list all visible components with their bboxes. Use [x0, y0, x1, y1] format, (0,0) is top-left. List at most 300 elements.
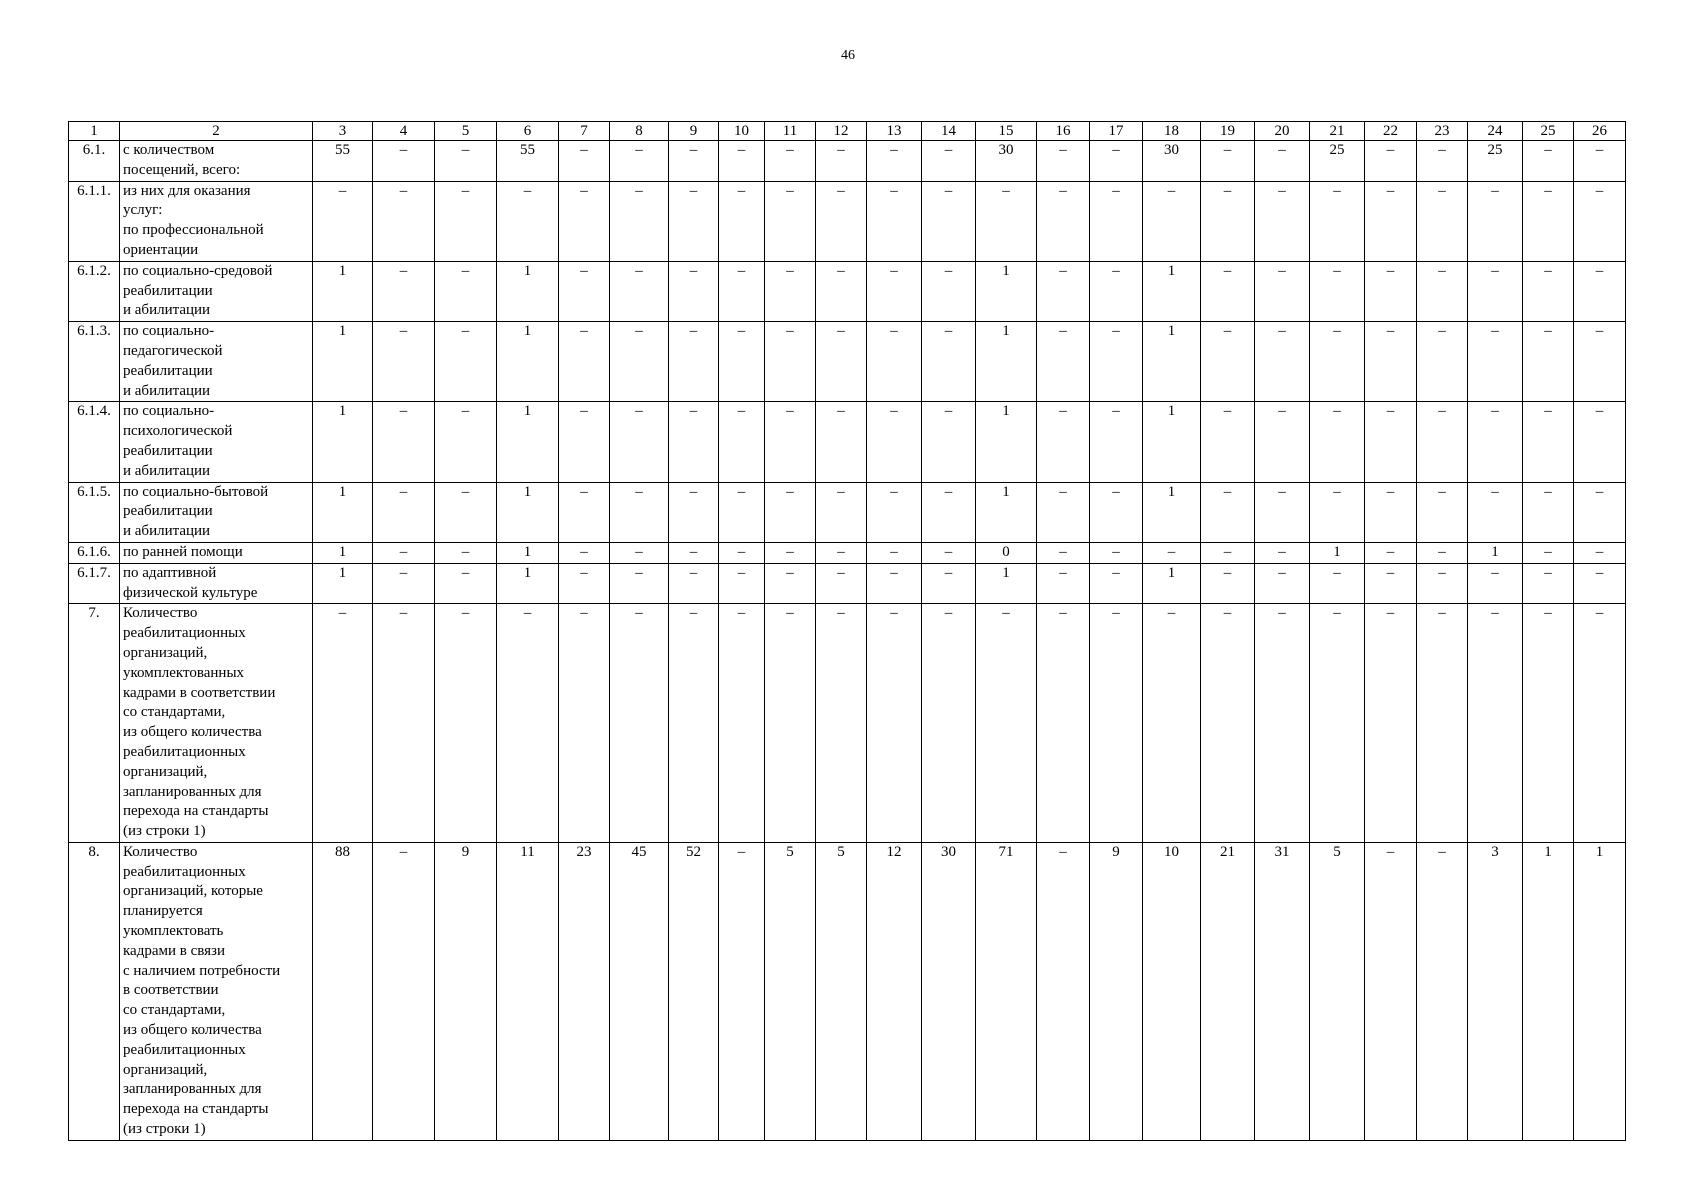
value-cell: – [559, 261, 610, 321]
value-cell: – [669, 402, 719, 482]
column-header-19: 19 [1201, 122, 1255, 141]
row-number: 6.1. [69, 141, 120, 182]
value-cell: – [435, 563, 497, 604]
value-cell: 9 [435, 842, 497, 1140]
value-cell: – [867, 261, 922, 321]
value-cell: 1 [497, 563, 559, 604]
value-cell: – [816, 563, 867, 604]
value-cell: – [719, 402, 765, 482]
value-cell: – [1574, 141, 1626, 182]
column-header-14: 14 [922, 122, 976, 141]
column-header-21: 21 [1310, 122, 1365, 141]
value-cell: – [1365, 322, 1417, 402]
row-number: 6.1.1. [69, 181, 120, 261]
value-cell: – [497, 604, 559, 843]
value-cell: – [610, 141, 669, 182]
value-cell: – [1037, 842, 1090, 1140]
value-cell: – [976, 604, 1037, 843]
value-cell: – [1201, 181, 1255, 261]
value-cell: – [1365, 181, 1417, 261]
value-cell: 1 [313, 322, 373, 402]
value-cell: 1 [497, 482, 559, 542]
value-cell: – [373, 563, 435, 604]
value-cell: – [1365, 542, 1417, 563]
value-cell: – [1417, 181, 1468, 261]
value-cell: – [867, 141, 922, 182]
value-cell: – [373, 141, 435, 182]
column-header-8: 8 [610, 122, 669, 141]
value-cell: – [435, 402, 497, 482]
value-cell: 25 [1468, 141, 1523, 182]
column-header-1: 1 [69, 122, 120, 141]
value-cell: – [435, 604, 497, 843]
value-cell: – [1417, 482, 1468, 542]
table-row [69, 141, 1626, 182]
value-cell: – [816, 322, 867, 402]
value-cell: – [1201, 261, 1255, 321]
value-cell: – [373, 842, 435, 1140]
value-cell: – [1574, 604, 1626, 843]
table-row [69, 842, 1626, 1140]
value-cell: – [559, 563, 610, 604]
value-cell: 3 [1468, 842, 1523, 1140]
value-cell: – [1143, 542, 1201, 563]
value-cell: – [1365, 141, 1417, 182]
value-cell: – [1255, 141, 1310, 182]
value-cell: – [1523, 542, 1574, 563]
value-cell: – [719, 261, 765, 321]
value-cell: – [1037, 261, 1090, 321]
value-cell: – [765, 563, 816, 604]
value-cell: – [669, 261, 719, 321]
value-cell: – [765, 482, 816, 542]
value-cell: 1 [1143, 482, 1201, 542]
value-cell: 45 [610, 842, 669, 1140]
value-cell: – [1090, 322, 1143, 402]
value-cell: – [922, 482, 976, 542]
page-number: 46 [841, 48, 855, 63]
value-cell: – [765, 181, 816, 261]
value-cell: 1 [976, 563, 1037, 604]
value-cell: – [610, 563, 669, 604]
value-cell: – [1574, 402, 1626, 482]
value-cell: 9 [1090, 842, 1143, 1140]
value-cell: – [816, 402, 867, 482]
value-cell: – [610, 261, 669, 321]
value-cell: 0 [976, 542, 1037, 563]
value-cell: 25 [1310, 141, 1365, 182]
value-cell: – [1417, 542, 1468, 563]
value-cell: – [1143, 604, 1201, 843]
row-number: 6.1.3. [69, 322, 120, 402]
value-cell: – [559, 322, 610, 402]
value-cell: – [1090, 402, 1143, 482]
row-label: по социально-средовой реабилитации и абилитации [120, 261, 313, 321]
column-header-5: 5 [435, 122, 497, 141]
value-cell: – [559, 402, 610, 482]
row-label: Количество реабилитационных организаций, которые планируется укомплектовать кадрами в связи с наличием потребности в соответствии со стандартами, из общего количества реабилитационных организаций, запланированных для перехода на стандарты (из строки 1) [120, 842, 313, 1140]
value-cell: – [719, 141, 765, 182]
row-label: по социально-бытовой реабилитации и абилитации [120, 482, 313, 542]
value-cell: 52 [669, 842, 719, 1140]
value-cell: – [816, 141, 867, 182]
column-header-3: 3 [313, 122, 373, 141]
value-cell: 30 [922, 842, 976, 1140]
value-cell: – [816, 604, 867, 843]
value-cell: – [719, 181, 765, 261]
value-cell: – [669, 141, 719, 182]
value-cell: – [559, 181, 610, 261]
value-cell: – [669, 181, 719, 261]
value-cell: – [610, 402, 669, 482]
value-cell: – [867, 402, 922, 482]
value-cell: – [1574, 322, 1626, 402]
value-cell: – [816, 261, 867, 321]
value-cell: – [373, 542, 435, 563]
value-cell: – [1037, 482, 1090, 542]
column-header-20: 20 [1255, 122, 1310, 141]
value-cell: 1 [497, 542, 559, 563]
table-row [69, 322, 1626, 402]
value-cell: – [1201, 322, 1255, 402]
row-number: 6.1.6. [69, 542, 120, 563]
value-cell: – [1310, 181, 1365, 261]
value-cell: – [313, 604, 373, 843]
value-cell: – [719, 482, 765, 542]
value-cell: – [867, 542, 922, 563]
column-header-17: 17 [1090, 122, 1143, 141]
value-cell: – [373, 402, 435, 482]
value-cell: 31 [1255, 842, 1310, 1140]
value-cell: – [1201, 141, 1255, 182]
value-cell: – [435, 542, 497, 563]
value-cell: – [669, 542, 719, 563]
value-cell: – [313, 181, 373, 261]
column-header-15: 15 [976, 122, 1037, 141]
value-cell: 88 [313, 842, 373, 1140]
data-table [68, 121, 1626, 1141]
value-cell: – [1037, 542, 1090, 563]
value-cell: – [1523, 402, 1574, 482]
value-cell: – [1574, 261, 1626, 321]
value-cell: 11 [497, 842, 559, 1140]
value-cell: 55 [313, 141, 373, 182]
value-cell: – [1255, 482, 1310, 542]
table-row [69, 181, 1626, 261]
value-cell: 21 [1201, 842, 1255, 1140]
value-cell: 5 [1310, 842, 1365, 1140]
value-cell: – [1310, 322, 1365, 402]
value-cell: – [1037, 563, 1090, 604]
value-cell: – [669, 482, 719, 542]
value-cell: – [373, 261, 435, 321]
value-cell: – [816, 482, 867, 542]
value-cell: – [669, 604, 719, 843]
value-cell: – [1090, 482, 1143, 542]
value-cell: – [1255, 542, 1310, 563]
value-cell: – [373, 604, 435, 843]
value-cell: – [922, 604, 976, 843]
value-cell: – [816, 542, 867, 563]
value-cell: – [435, 141, 497, 182]
value-cell: – [1365, 842, 1417, 1140]
value-cell: – [867, 604, 922, 843]
row-number: 6.1.7. [69, 563, 120, 604]
value-cell: – [719, 604, 765, 843]
column-header-26: 26 [1574, 122, 1626, 141]
column-header-2: 2 [120, 122, 313, 141]
value-cell: – [1365, 563, 1417, 604]
value-cell: – [1417, 842, 1468, 1140]
value-cell: – [1090, 181, 1143, 261]
value-cell: – [867, 181, 922, 261]
value-cell: – [1037, 141, 1090, 182]
value-cell: 71 [976, 842, 1037, 1140]
column-header-9: 9 [669, 122, 719, 141]
row-number: 6.1.4. [69, 402, 120, 482]
value-cell: – [922, 141, 976, 182]
value-cell: 12 [867, 842, 922, 1140]
value-cell: – [1574, 482, 1626, 542]
value-cell: – [922, 402, 976, 482]
table-row [69, 261, 1626, 321]
table-body [69, 122, 1626, 1141]
header-row [69, 122, 1626, 141]
value-cell: 1 [976, 322, 1037, 402]
value-cell: – [1468, 563, 1523, 604]
value-cell: 1 [313, 482, 373, 542]
table-row [69, 604, 1626, 843]
row-number: 7. [69, 604, 120, 843]
row-number: 6.1.2. [69, 261, 120, 321]
value-cell: – [922, 181, 976, 261]
value-cell: – [610, 604, 669, 843]
value-cell: 1 [976, 482, 1037, 542]
value-cell: – [1417, 402, 1468, 482]
value-cell: – [867, 563, 922, 604]
value-cell: – [1037, 402, 1090, 482]
column-header-4: 4 [373, 122, 435, 141]
value-cell: 30 [1143, 141, 1201, 182]
value-cell: 30 [976, 141, 1037, 182]
value-cell: – [1037, 604, 1090, 843]
value-cell: – [497, 181, 559, 261]
value-cell: – [1417, 141, 1468, 182]
value-cell: 5 [765, 842, 816, 1140]
row-label: по адаптивной физической культуре [120, 563, 313, 604]
value-cell: 1 [313, 542, 373, 563]
value-cell: 23 [559, 842, 610, 1140]
column-header-6: 6 [497, 122, 559, 141]
value-cell: – [719, 842, 765, 1140]
value-cell: – [922, 563, 976, 604]
value-cell: – [1201, 482, 1255, 542]
column-header-7: 7 [559, 122, 610, 141]
column-header-22: 22 [1365, 122, 1417, 141]
row-label: по ранней помощи [120, 542, 313, 563]
value-cell: – [816, 181, 867, 261]
value-cell: – [435, 261, 497, 321]
value-cell: – [1201, 563, 1255, 604]
value-cell: – [719, 542, 765, 563]
value-cell: – [1310, 482, 1365, 542]
row-number: 6.1.5. [69, 482, 120, 542]
value-cell: – [1365, 402, 1417, 482]
value-cell: – [922, 322, 976, 402]
value-cell: – [1255, 402, 1310, 482]
value-cell: – [610, 322, 669, 402]
value-cell: – [1255, 604, 1310, 843]
value-cell: – [1523, 261, 1574, 321]
value-cell: 1 [497, 322, 559, 402]
value-cell: 1 [313, 563, 373, 604]
value-cell: – [922, 542, 976, 563]
value-cell: 1 [976, 402, 1037, 482]
value-cell: – [559, 542, 610, 563]
value-cell: – [373, 482, 435, 542]
value-cell: – [976, 181, 1037, 261]
value-cell: – [1310, 261, 1365, 321]
column-header-11: 11 [765, 122, 816, 141]
value-cell: – [1417, 604, 1468, 843]
value-cell: 1 [497, 402, 559, 482]
column-header-23: 23 [1417, 122, 1468, 141]
value-cell: 1 [1523, 842, 1574, 1140]
value-cell: – [610, 482, 669, 542]
value-cell: 1 [1143, 322, 1201, 402]
value-cell: – [1201, 402, 1255, 482]
value-cell: – [1417, 322, 1468, 402]
value-cell: 1 [1310, 542, 1365, 563]
value-cell: – [435, 181, 497, 261]
value-cell: – [1201, 542, 1255, 563]
column-header-25: 25 [1523, 122, 1574, 141]
value-cell: 1 [976, 261, 1037, 321]
value-cell: – [1468, 181, 1523, 261]
value-cell: – [1523, 482, 1574, 542]
value-cell: – [1574, 542, 1626, 563]
value-cell: 1 [1143, 563, 1201, 604]
value-cell: 10 [1143, 842, 1201, 1140]
value-cell: – [1417, 563, 1468, 604]
value-cell: – [1255, 181, 1310, 261]
value-cell: – [1090, 604, 1143, 843]
value-cell: 1 [1468, 542, 1523, 563]
value-cell: 1 [313, 402, 373, 482]
value-cell: – [1574, 563, 1626, 604]
value-cell: – [765, 542, 816, 563]
value-cell: 55 [497, 141, 559, 182]
value-cell: – [1468, 604, 1523, 843]
value-cell: – [435, 482, 497, 542]
value-cell: – [867, 482, 922, 542]
value-cell: – [610, 542, 669, 563]
value-cell: – [373, 181, 435, 261]
value-cell: – [1090, 542, 1143, 563]
value-cell: – [559, 604, 610, 843]
value-cell: – [1468, 261, 1523, 321]
value-cell: – [1523, 563, 1574, 604]
value-cell: – [719, 563, 765, 604]
value-cell: – [1310, 604, 1365, 843]
value-cell: – [1574, 181, 1626, 261]
value-cell: – [1090, 261, 1143, 321]
value-cell: – [765, 261, 816, 321]
value-cell: – [1255, 322, 1310, 402]
value-cell: 1 [497, 261, 559, 321]
value-cell: – [1255, 261, 1310, 321]
value-cell: – [1310, 402, 1365, 482]
value-cell: – [669, 563, 719, 604]
value-cell: – [1365, 261, 1417, 321]
value-cell: – [1417, 261, 1468, 321]
row-label: с количеством посещений, всего: [120, 141, 313, 182]
value-cell: 1 [1574, 842, 1626, 1140]
value-cell: – [1143, 181, 1201, 261]
column-header-24: 24 [1468, 122, 1523, 141]
row-label: по социально- педагогической реабилитации и абилитации [120, 322, 313, 402]
value-cell: – [1523, 141, 1574, 182]
table-row [69, 542, 1626, 563]
table-row [69, 402, 1626, 482]
table-row [69, 563, 1626, 604]
column-header-13: 13 [867, 122, 922, 141]
value-cell: – [1365, 482, 1417, 542]
value-cell: – [1523, 322, 1574, 402]
value-cell: – [610, 181, 669, 261]
value-cell: 1 [1143, 402, 1201, 482]
value-cell: – [765, 141, 816, 182]
value-cell: – [719, 322, 765, 402]
value-cell: – [1090, 141, 1143, 182]
value-cell: – [1365, 604, 1417, 843]
value-cell: – [1310, 563, 1365, 604]
value-cell: – [1037, 322, 1090, 402]
value-cell: – [373, 322, 435, 402]
value-cell: – [559, 141, 610, 182]
value-cell: – [1255, 563, 1310, 604]
value-cell: 1 [313, 261, 373, 321]
value-cell: – [1468, 402, 1523, 482]
value-cell: – [669, 322, 719, 402]
column-header-18: 18 [1143, 122, 1201, 141]
value-cell: – [867, 322, 922, 402]
value-cell: – [435, 322, 497, 402]
row-label: Количество реабилитационных организаций, укомплектованных кадрами в соответствии со стандартами, из общего количества реабилитационных организаций, запланированных для перехода на стандарты (из строки 1) [120, 604, 313, 843]
value-cell: – [765, 402, 816, 482]
value-cell: – [559, 482, 610, 542]
value-cell: – [1468, 322, 1523, 402]
table-row [69, 482, 1626, 542]
value-cell: 5 [816, 842, 867, 1140]
value-cell: – [1523, 181, 1574, 261]
value-cell: – [1523, 604, 1574, 843]
row-number: 8. [69, 842, 120, 1140]
column-header-12: 12 [816, 122, 867, 141]
row-label: по социально- психологической реабилитации и абилитации [120, 402, 313, 482]
column-header-16: 16 [1037, 122, 1090, 141]
value-cell: 1 [1143, 261, 1201, 321]
value-cell: – [765, 322, 816, 402]
value-cell: – [1468, 482, 1523, 542]
row-label: из них для оказания услуг: по профессиональной ориентации [120, 181, 313, 261]
value-cell: – [1201, 604, 1255, 843]
value-cell: – [765, 604, 816, 843]
value-cell: – [1090, 563, 1143, 604]
value-cell: – [1037, 181, 1090, 261]
column-header-10: 10 [719, 122, 765, 141]
value-cell: – [922, 261, 976, 321]
